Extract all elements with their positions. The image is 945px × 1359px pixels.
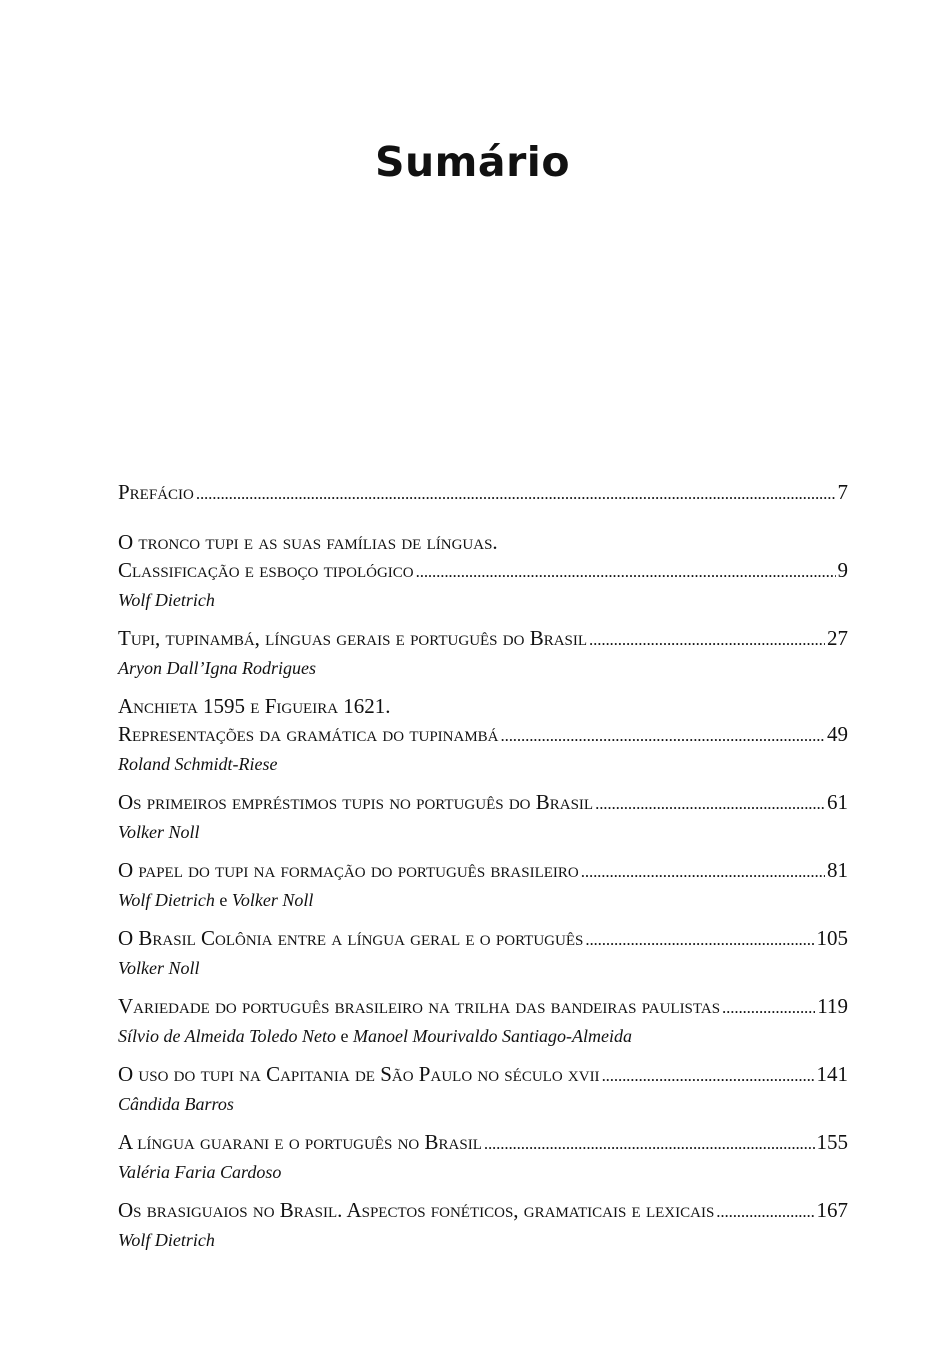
- author-name: Wolf Dietrich: [118, 590, 215, 610]
- toc-entry-line: [118, 856, 848, 886]
- page-title: Sumário: [374, 138, 571, 186]
- toc-entry-line: [118, 1196, 848, 1226]
- toc-entry-title: Classificação e esboço tipológico: [118, 558, 414, 582]
- toc-entry-author: [118, 750, 848, 778]
- toc-entry-author: [118, 1022, 848, 1050]
- toc-entry-author: [118, 818, 848, 846]
- dot-leader: [602, 1060, 815, 1090]
- toc-entry-line: [118, 478, 848, 508]
- toc-entry-line: [118, 528, 848, 556]
- toc-entry-title: Os primeiros empréstimos tupis no português do Brasil: [118, 790, 594, 814]
- toc-entry: [118, 478, 848, 508]
- toc-entry: [118, 1196, 848, 1254]
- toc-entry-title: Anchieta 1595 e Figueira 1621.: [118, 694, 391, 718]
- toc-entry-line: [118, 720, 848, 750]
- toc-entry-line: [118, 624, 848, 654]
- toc-entry-title: Tupi, tupinambá, línguas gerais e português do Brasil: [118, 626, 588, 650]
- author-separator: e: [340, 1026, 353, 1046]
- toc-entry-author: [118, 954, 848, 982]
- toc-entry-line: [118, 992, 848, 1022]
- toc-page-number: 81: [827, 858, 848, 882]
- toc-entry-line: [118, 692, 848, 720]
- toc-entry-line: [118, 1060, 848, 1090]
- toc-entry-author: [118, 886, 848, 914]
- dot-leader: [196, 478, 836, 508]
- dot-leader: [416, 556, 836, 586]
- toc-page-number: 119: [817, 994, 848, 1018]
- author-name: Volker Noll: [118, 822, 200, 842]
- dot-leader: [716, 1196, 814, 1226]
- table-of-contents: [118, 478, 848, 1254]
- toc-entry-author: [118, 654, 848, 682]
- toc-entry: [118, 1060, 848, 1118]
- author-name: Cândida Barros: [118, 1094, 234, 1114]
- toc-page-number: 105: [816, 926, 848, 950]
- author-name: Volker Noll: [231, 890, 314, 910]
- toc-entry: [118, 1128, 848, 1186]
- toc-entry: [118, 624, 848, 682]
- toc-entry-author: [118, 1226, 848, 1254]
- author-name: Manoel Mourivaldo Santiago-Almeida: [353, 1026, 632, 1046]
- toc-entry-title: O tronco tupi e as suas famílias de línguas.: [118, 530, 498, 554]
- toc-entry-title: Prefácio: [118, 480, 194, 504]
- author-name: Roland Schmidt-Riese: [118, 754, 278, 774]
- toc-entry-title: O Brasil Colônia entre a língua geral e o português: [118, 926, 584, 950]
- author-name: Aryon Dall’Igna Rodrigues: [118, 658, 316, 678]
- dot-leader: [722, 992, 815, 1022]
- toc-entry: [118, 992, 848, 1050]
- toc-entry: [118, 788, 848, 846]
- toc-page-number: 141: [816, 1062, 848, 1086]
- author-separator: e: [219, 890, 232, 910]
- toc-entry: [118, 528, 848, 614]
- toc-entry-title: O papel do tupi na formação do português brasileiro: [118, 858, 579, 882]
- toc-page-number: 61: [827, 790, 848, 814]
- toc-entry-author: [118, 1158, 848, 1186]
- toc-entry-author: [118, 1090, 848, 1118]
- toc-page-number: 9: [837, 558, 848, 582]
- author-name: Volker Noll: [118, 958, 200, 978]
- toc-entry-line: [118, 788, 848, 818]
- author-name: Valéria Faria Cardoso: [118, 1162, 282, 1182]
- author-name: Wolf Dietrich: [118, 1230, 215, 1250]
- toc-page-number: 155: [816, 1130, 848, 1154]
- author-name: Wolf Dietrich: [118, 890, 215, 910]
- dot-leader: [585, 924, 814, 954]
- author-name: Sílvio de Almeida Toledo Neto: [118, 1026, 336, 1046]
- toc-page-number: 27: [827, 626, 848, 650]
- toc-page-number: 167: [816, 1198, 848, 1222]
- dot-leader: [589, 624, 825, 654]
- toc-entry-line: [118, 556, 848, 586]
- toc-entry-title: O uso do tupi na Capitania de São Paulo no século xvii: [118, 1062, 600, 1086]
- toc-entry-title: A língua guarani e o português no Brasil: [118, 1130, 482, 1154]
- toc-entry-title: Os brasiguaios no Brasil. Aspectos fonéticos, gramaticais e lexicais: [118, 1198, 715, 1222]
- toc-entry-line: [118, 1128, 848, 1158]
- dot-leader: [595, 788, 825, 818]
- toc-entry-title: Representações da gramática do tupinambá: [118, 722, 499, 746]
- toc-entry-title: Variedade do português brasileiro na trilha das bandeiras paulistas: [118, 994, 721, 1018]
- dot-leader: [484, 1128, 815, 1158]
- toc-page-number: 7: [837, 480, 848, 504]
- toc-entry-line: [118, 924, 848, 954]
- toc-entry: [118, 856, 848, 914]
- toc-entry: [118, 692, 848, 778]
- dot-leader: [501, 720, 826, 750]
- toc-entry-author: [118, 586, 848, 614]
- toc-entry: [118, 924, 848, 982]
- dot-leader: [581, 856, 825, 886]
- toc-page-number: 49: [827, 722, 848, 746]
